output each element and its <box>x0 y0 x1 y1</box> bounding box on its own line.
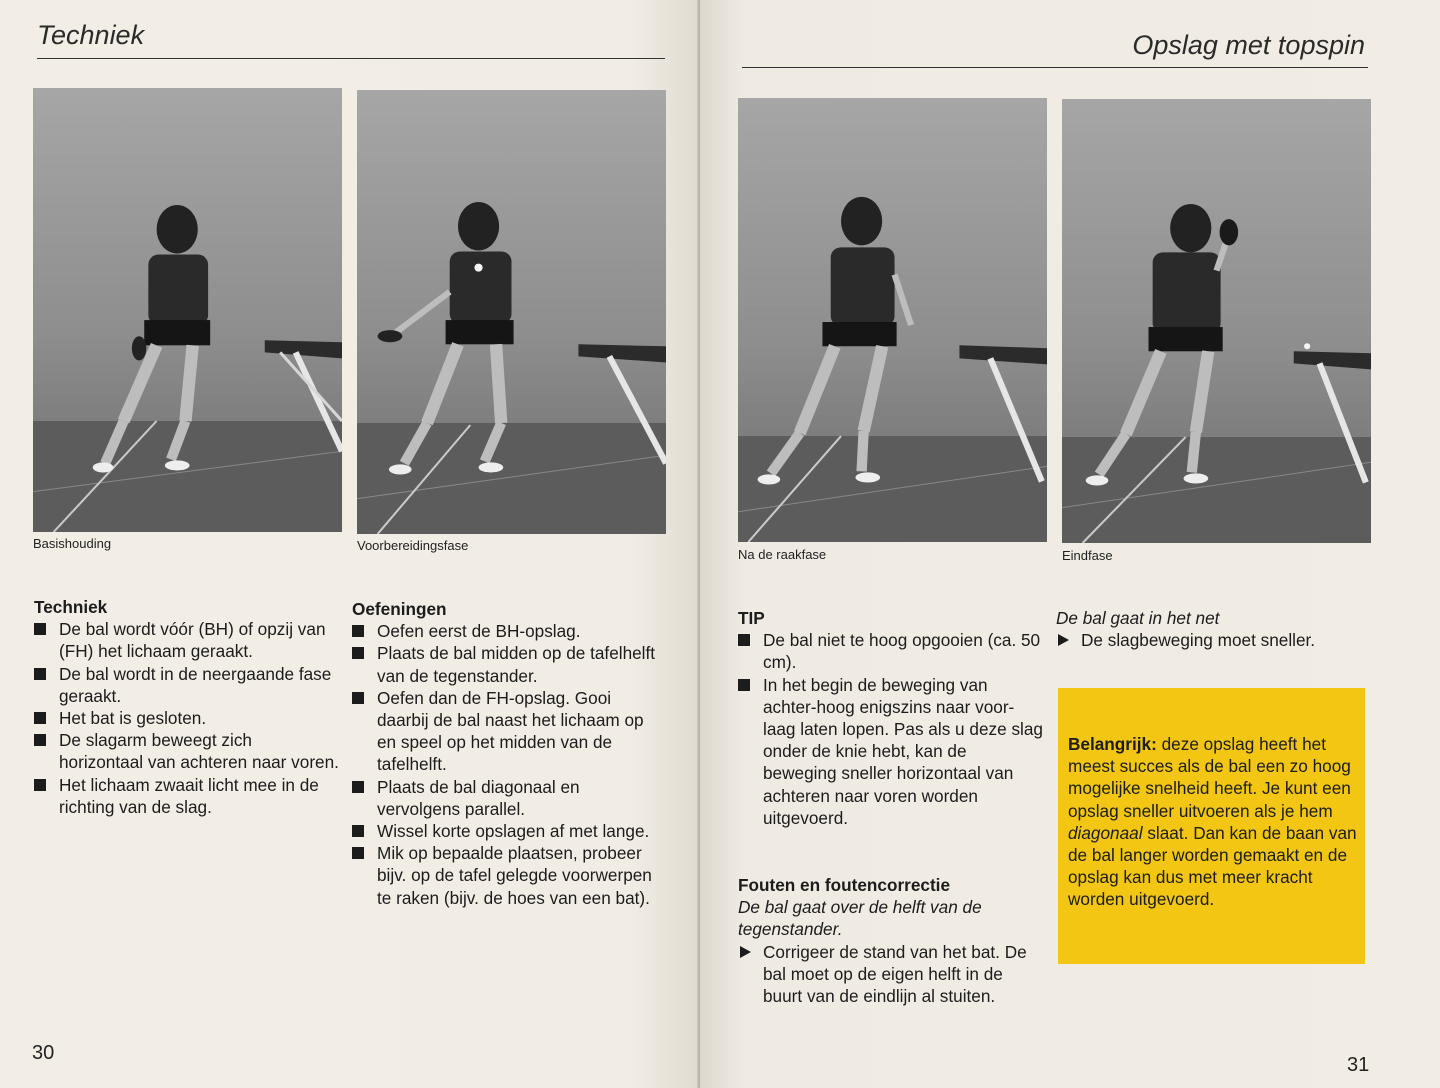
square-bullet-icon <box>34 668 46 680</box>
square-bullet-icon <box>352 647 364 659</box>
running-head-left: Techniek <box>37 20 145 50</box>
square-bullet-icon <box>34 779 46 791</box>
list-item: Oefen eerst de BH-opslag. <box>352 620 662 642</box>
list-item: Plaats de bal midden op de tafelhelft van de tegenstander. <box>352 642 662 686</box>
square-bullet-icon <box>352 692 364 704</box>
belangrijk-text: Belangrijk: deze opslag heeft het meest succes als de bal een zo hoog mogelijke snelheid heeft. Je kunt een opslag sneller uitvoeren als je hem diagonaal slaat. Dan kan de baan van de bal langer worden gemaakt en de opslag kan dus met meer kracht worden uitgevoerd. <box>1068 734 1357 910</box>
section-heading: Techniek <box>34 597 108 617</box>
list-item: De bal wordt in de neergaande fase geraakt. <box>34 663 339 707</box>
left-page <box>0 0 700 1088</box>
square-bullet-icon <box>352 781 364 793</box>
header-rule <box>742 67 1368 68</box>
square-bullet-icon <box>352 625 364 637</box>
list-item: Oefen dan de FH-opslag. Gooi daarbij de bal naast het lichaam op en speel op het midden van de tafelhelft. <box>352 687 662 776</box>
arrow-right-icon <box>740 946 751 958</box>
oefeningen-section <box>352 598 662 909</box>
fouten-section <box>738 874 1043 1007</box>
tip-section <box>738 607 1043 829</box>
list-item: Het lichaam zwaait licht mee in de richting van de slag. <box>34 774 339 818</box>
photo-caption: Voorbereidingsfase <box>357 538 469 553</box>
photo-caption: Na de raakfase <box>738 547 827 562</box>
page-number-right: 31 <box>1347 1054 1370 1076</box>
error-description: De bal gaat over de helft van de tegenstander. <box>738 897 982 940</box>
photo-caption: Basishouding <box>33 536 112 551</box>
techniek-section <box>34 596 339 818</box>
arrow-right-icon <box>1058 634 1069 646</box>
belangrijk-label: Belangrijk: <box>1068 734 1157 754</box>
correction-list <box>1056 629 1366 651</box>
list-item: Mik op bepaalde plaatsen, probeer bijv. op de tafel gelegde voorwerpen te raken (bijv. de hoes van een bat). <box>352 842 662 909</box>
square-bullet-icon <box>34 623 46 635</box>
square-bullet-icon <box>352 847 364 859</box>
list-item: Corrigeer de stand van het bat. De bal moet op de eigen helft in de buurt van de eindlijn al stuiten. <box>738 941 1043 1008</box>
list-item: Plaats de bal diagonaal en vervolgens parallel. <box>352 776 662 820</box>
correction-list <box>738 941 1043 1008</box>
page-number-left: 30 <box>32 1042 55 1064</box>
square-bullet-icon <box>34 712 46 724</box>
square-bullet-icon <box>738 634 750 646</box>
photo-caption: Eindfase <box>1062 548 1113 563</box>
photo-basishouding <box>33 88 342 532</box>
bullet-list <box>352 620 662 909</box>
right-page <box>700 0 1440 1088</box>
list-item: De bal niet te hoog opgooien (ca. 50 cm). <box>738 629 1043 673</box>
square-bullet-icon <box>34 734 46 746</box>
running-head-right: Opslag met topspin <box>1132 30 1365 60</box>
belangrijk-box <box>1058 688 1365 964</box>
bullet-list <box>34 618 339 818</box>
list-item: De slagbeweging moet sneller. <box>1056 629 1366 651</box>
error-description: De bal gaat in het net <box>1056 608 1220 628</box>
photo-eindfase <box>1062 99 1371 543</box>
section-heading: TIP <box>738 608 765 628</box>
square-bullet-icon <box>352 825 364 837</box>
bullet-list <box>738 629 1043 829</box>
photo-voorbereidingsfase <box>357 90 666 534</box>
list-item: De slagarm beweegt zich horizontaal van achteren naar voren. <box>34 729 339 773</box>
square-bullet-icon <box>738 679 750 691</box>
list-item: De bal wordt vóór (BH) of opzij van (FH) het lichaam geraakt. <box>34 618 339 662</box>
photo-na-de-raakfase <box>738 98 1047 542</box>
net-error-section <box>1056 607 1366 651</box>
list-item: Wissel korte opslagen af met lange. <box>352 820 662 842</box>
list-item: In het begin de beweging van achter-hoog enigszins naar voor-laag laten lopen. Pas als u deze slag onder de knie hebt, kan de beweging sneller horizontaal van achteren naar voren worden uitgevoerd. <box>738 674 1043 829</box>
section-heading: Oefeningen <box>352 599 447 619</box>
header-rule <box>37 58 665 59</box>
section-heading: Fouten en foutencorrectie <box>738 875 950 895</box>
list-item: Het bat is gesloten. <box>34 707 339 729</box>
